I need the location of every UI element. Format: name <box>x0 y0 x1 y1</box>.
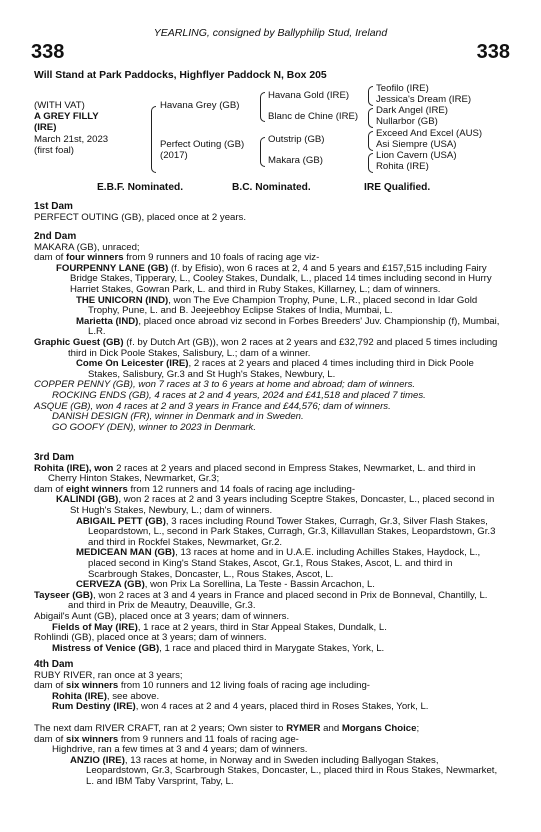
horse-name: ANZIO (IRE) <box>70 754 125 766</box>
text: from 9 runners and 10 foals of racing age viz- <box>123 252 320 264</box>
text: dam of <box>34 733 66 745</box>
fourth-dam-line1: RUBY RIVER, ran once at 3 years; <box>34 669 183 681</box>
brace-sd <box>368 108 373 128</box>
text: The next dam RIVER CRAFT, ran at 2 years; Own sister to <box>34 723 287 734</box>
horse-name: MEDICEAN MAN (GB) <box>76 547 176 559</box>
text: from 9 runners and 11 foals of racing age- <box>118 733 299 745</box>
entry-text: , won 2 races at 3 and 4 years in France and placed second in Prix de Bonneval, Chantilly, L. and third in Prix de Meautry, Deauville, Gr.3. <box>68 589 488 612</box>
third-dam-heading: 3rd Dam <box>34 452 75 463</box>
entry-rocking-ends: ROCKING ENDS (GB), 4 races at 2 and 4 years, 2024 and £41,518 and placed 7 times. <box>52 389 426 401</box>
bc-nomination: B.C. Nominated. <box>232 182 311 193</box>
entry-text: , placed once abroad viz second in Forbes Breeders' Juv. Championship (f), Mumbai, L.R. <box>88 315 500 338</box>
entry-text: (f. by Efisio), won 6 races at 2, 4 and 5 years and £157,515 including Fairy Bridge Stakes, Tipperary, L., Cooley Stakes, Dundalk, L., placed 14 times including second in Hurry Harriet Stakes, Gowran Park, L. and third in Ruby Stakes, Killarney, L.; dam of winners. <box>70 262 492 295</box>
ds-dam: Asi Siempre (USA) <box>376 139 457 150</box>
entry-text: , won 2 races at 2 and 3 years including Sceptre Stakes, Doncaster, L., placed second in St Hugh's Stakes, Newbury, L.; dam of winners. <box>70 494 495 516</box>
won-label: , won <box>88 462 114 474</box>
entry-the-unicorn <box>34 296 504 317</box>
sd-dam: Nullarbor (GB) <box>376 116 438 127</box>
sire: Havana Grey (GB) <box>160 100 240 111</box>
entry-copper-penny: COPPER PENNY (GB), won 7 races at 3 to 6 years at home and abroad; dam of winners. <box>34 379 416 391</box>
entry-text: , 2 races at 2 years and placed 4 times including third in Dick Poole Stakes, Salisbury, Gr.3 and St Hugh's Stakes, Newbury, L. <box>88 358 474 380</box>
horse-name: FOURPENNY LANE (GB) <box>56 262 169 274</box>
winners-count: six winners <box>66 733 119 745</box>
ss-sire: Teofilo (IRE) <box>376 83 429 94</box>
second-dam-line1: MAKARA (GB), unraced; <box>34 241 140 253</box>
ds-sire: Exceed And Excel (AUS) <box>376 128 483 139</box>
horse-name: RYMER <box>286 723 321 734</box>
text: and <box>320 723 342 734</box>
first-dam-section <box>34 202 504 223</box>
horse-name: Rohita (IRE) <box>34 462 89 474</box>
winners-count: eight winners <box>66 483 128 495</box>
entry-danish-design: DANISH DESIGN (FR), winner in Denmark and in Sweden. <box>52 411 304 423</box>
lot-number-left: 338 <box>31 41 65 63</box>
subject-foal: (first foal) <box>34 145 74 156</box>
brace-sire <box>260 92 265 122</box>
subject-dob: March 21st, 2023 <box>34 134 109 145</box>
text: dam of <box>34 483 66 495</box>
entry-mistress-of-venice <box>34 644 504 655</box>
dd-dam: Rohita (IRE) <box>376 161 429 172</box>
ire-qualified: IRE Qualified. <box>364 182 431 193</box>
lot-number-right: 338 <box>476 41 510 63</box>
sire-dam: Blanc de Chine (IRE) <box>268 111 359 122</box>
subject-country: (IRE) <box>34 122 57 133</box>
entry-tayseer <box>34 591 504 612</box>
entry-rum-destiny <box>34 702 504 713</box>
fourth-dam-heading: 4th Dam <box>34 659 74 670</box>
entry-text: , won 4 races at 2 and 4 years, placed third in Roses Stakes, York, L. <box>135 701 429 713</box>
horse-name: Rum Destiny (IRE) <box>52 701 136 713</box>
horse-name: ABIGAIL PETT (GB) <box>76 515 166 527</box>
dam-year: (2017) <box>160 150 188 161</box>
entry-abigail-pett <box>34 517 504 549</box>
horse-name: Marietta (IND) <box>76 315 139 327</box>
sd-sire: Dark Angel (IRE) <box>376 105 448 116</box>
horse-name: Rohita (IRE) <box>52 690 107 702</box>
entry-rohlindi: Rohlindi (GB), placed once at 3 years; dam of winners. <box>34 632 267 644</box>
entry-text: , 13 races at home and in U.A.E. including Achilles Stakes, Haydock, L., placed second in King's Stand Stakes, Ascot, Gr.1, Rous Stakes, Ascot, L. and third in Scarbrough Stakes, Doncaster, L., Rous Stakes, Ascot, L. <box>88 547 481 580</box>
entry-text: , won The Eve Champion Trophy, Pune, L.R., placed second in Idar Gold Trophy, Pune, L. and B. Jeejeebhoy Eclipse Stakes of India, Mumbai, L. <box>88 294 478 317</box>
entry-text: , 1 race and placed third in Marygate Stakes, York, L. <box>159 642 385 654</box>
entry-text: , won Prix La Sorellina, La Teste - Bassin Arcachon, L. <box>144 579 375 591</box>
text: from 12 runners and 14 foals of racing age including- <box>127 483 356 495</box>
horse-name: Mistress of Venice (GB) <box>52 642 160 654</box>
next-dam-section <box>34 724 504 788</box>
ebf-nomination: E.B.F. Nominated. <box>97 182 184 193</box>
third-dam-section <box>34 453 504 654</box>
text: ; <box>416 723 420 734</box>
winners-count: four winners <box>66 252 124 264</box>
entry-anzio <box>34 756 504 788</box>
entry-medicean-man <box>34 548 504 580</box>
entry-go-goofy: GO GOOFY (DEN), winner to 2023 in Denmark. <box>52 421 257 433</box>
entry-kalindi <box>34 495 504 516</box>
brace-ss <box>368 86 373 106</box>
brace-gen1 <box>151 106 156 173</box>
sire-sire: Havana Gold (IRE) <box>268 90 350 101</box>
brace-dd <box>368 153 373 173</box>
text: dam of <box>34 680 66 692</box>
dam: Perfect Outing (GB) <box>160 139 245 150</box>
dam-sire: Outstrip (GB) <box>268 134 325 145</box>
horse-name: Fields of May (IRE) <box>52 621 138 633</box>
second-dam-section <box>34 232 504 433</box>
entry-rohita <box>34 464 504 485</box>
fourth-dam-section <box>34 660 504 713</box>
horse-name: KALINDI (GB) <box>56 494 119 506</box>
horse-name: Graphic Guest (GB) <box>34 336 124 348</box>
first-dam-text: PERFECT OUTING (GB), placed once at 2 years. <box>34 211 247 223</box>
consignment-line: YEARLING, consigned by Ballyphilip Stud, Ireland <box>153 27 388 39</box>
entry-text: 2 races at 2 years and placed second in Empress Stakes, Newmarket, L. and third in Cherry Hinton Stakes, Newmarket, Gr.3; <box>48 462 476 485</box>
dam-dam: Makara (GB) <box>268 155 323 166</box>
dd-sire: Lion Cavern (USA) <box>376 150 457 161</box>
horse-name: Morgans Choice <box>341 723 417 734</box>
horse-name: CERVEZA (GB) <box>76 579 145 591</box>
horse-name: Tayseer (GB) <box>34 589 94 601</box>
entry-abigails-aunt: Abigail's Aunt (GB), placed once at 3 years; dam of winners. <box>34 610 290 622</box>
winners-count: six winners <box>66 680 119 692</box>
entry-asque: ASQUE (GB), won 4 races at 2 and 3 years in France and £44,576; dam of winners. <box>34 400 391 412</box>
stand-location: Will Stand at Park Paddocks, Highflyer Paddock N, Box 205 <box>34 70 327 81</box>
brace-ds <box>368 131 373 151</box>
entry-graphic-guest <box>34 338 504 359</box>
first-dam-heading: 1st Dam <box>34 201 73 212</box>
entry-text: (f. by Dutch Art (GB)), won 2 races at 2 years and £32,792 and placed 5 times including third in Dick Poole Stakes, Salisbury, L.; dam of a winner. <box>68 336 498 359</box>
brace-dam <box>260 137 265 167</box>
entry-text: , see above. <box>106 690 160 702</box>
text: dam of <box>34 252 66 264</box>
entry-text: , 13 races at home, in Norway and in Sweden including Ballyogan Stakes, Leopardstown, Gr.3, Scarbrough Stakes, Doncaster, L., placed third in Rous Stakes, Newmarket, L. and IBM Taby Varsprint, Taby, L. <box>86 754 498 787</box>
ss-dam: Jessica's Dream (IRE) <box>376 94 472 105</box>
entry-text: , 1 race at 2 years, third in Star Appeal Stakes, Dundalk, L. <box>137 621 387 633</box>
horse-name: THE UNICORN (IND) <box>76 294 169 306</box>
entry-fourpenny-lane <box>34 264 504 296</box>
subject-name: A GREY FILLY <box>34 111 99 122</box>
text: from 10 runners and 12 living foals of racing age including- <box>118 680 370 692</box>
entry-marietta <box>34 317 504 338</box>
vat-note: (WITH VAT) <box>34 100 85 111</box>
horse-name: Come On Leicester (IRE) <box>76 358 189 370</box>
entry-highdrive: Highdrive, ran a few times at 3 and 4 years; dam of winners. <box>52 744 308 756</box>
entry-text: , 3 races including Round Tower Stakes, Curragh, Gr.3, Silver Flash Stakes, Leopardstown, L., second in Park Stakes, Curragh, Gr.3, Killavullan Stakes, Leopardstown, Gr.3 and third in Rockfel Stakes, Newmarket, Gr.2. <box>88 515 496 548</box>
entry-come-on-leicester <box>34 359 504 380</box>
second-dam-heading: 2nd Dam <box>34 231 77 242</box>
